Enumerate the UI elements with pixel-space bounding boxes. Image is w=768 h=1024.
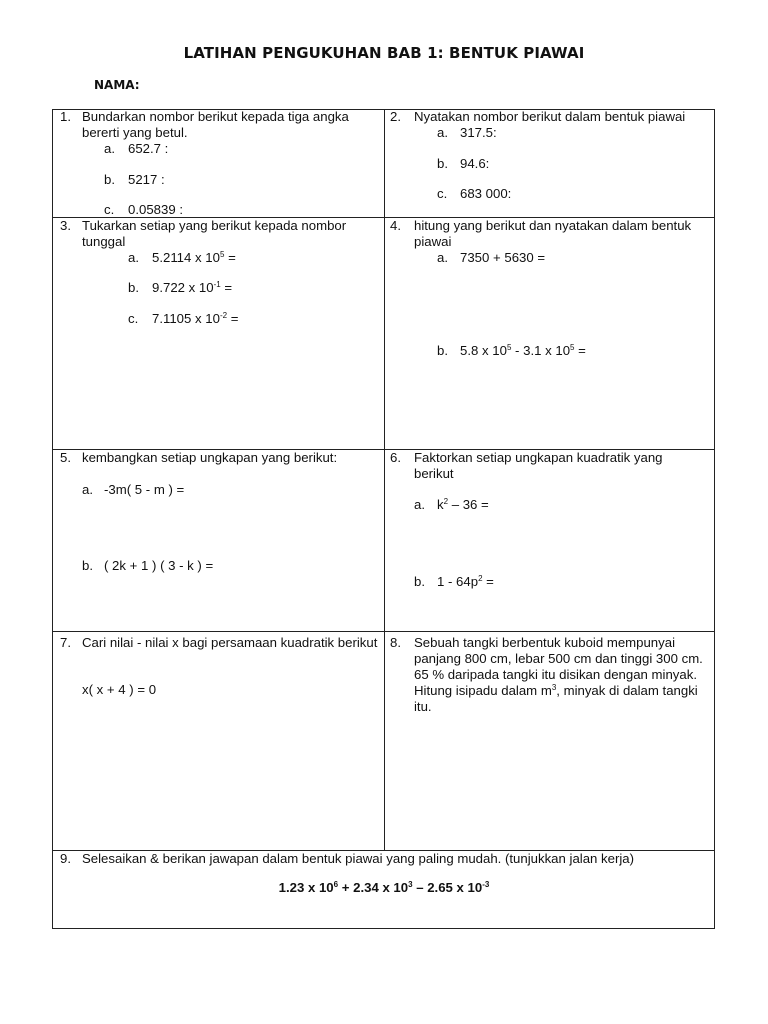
item-exponent: 2	[478, 574, 483, 583]
item-value: -3m( 5 - m ) =	[104, 482, 185, 497]
item-base: 1 - 64p	[437, 574, 479, 589]
item-label: a.	[104, 141, 115, 156]
question-text: Tukarkan setiap yang berikut kepada nombor tunggal	[82, 218, 347, 249]
item-value: 7350 + 5630 =	[460, 250, 546, 265]
item-value	[152, 250, 236, 266]
item-base: 9.722 x 10	[152, 280, 214, 295]
question-text-part: , minyak di dalam tangki itu.	[414, 683, 698, 714]
item-label: a.	[414, 497, 425, 512]
question-text	[414, 635, 706, 715]
question-text: Cari nilai - nilai x bagi persamaan kuadratik berikut	[82, 635, 378, 650]
question-number: 8.	[390, 635, 401, 650]
question-text-part: Sebuah tangki berbentuk kuboid mempunyai panjang 800 cm, lebar 500 cm dan tinggi 300 cm. 65 % daripada tangki itu disikan dengan minyak. Hitung isipadu dalam m	[414, 635, 703, 698]
question-text: kembangkan setiap ungkapan yang berikut:	[82, 450, 338, 465]
item-value	[152, 311, 238, 327]
name-label: NAMA:	[94, 78, 140, 92]
item-value	[437, 497, 489, 513]
question-text: Bundarkan nombor berikut kepada tiga angka bererti yang betul.	[82, 109, 349, 140]
item-base: 7.1105 x 10	[152, 311, 220, 326]
item-label: c.	[128, 311, 139, 326]
question-text: hitung yang berikut dan nyatakan dalam bentuk piawai	[414, 218, 692, 249]
question-text: Nyatakan nombor berikut dalam bentuk piawai	[414, 109, 686, 124]
item-value: 94.6:	[460, 156, 490, 171]
item-part: - 3.1 x 10	[511, 343, 571, 358]
item-label: b.	[128, 280, 139, 295]
equation: x( x + 4 ) = 0	[82, 682, 157, 697]
item-label: b.	[437, 156, 448, 171]
item-exponent: 5	[506, 343, 512, 352]
item-tail: =	[224, 250, 236, 265]
item-tail: =	[227, 311, 239, 326]
expression-exponent: 3	[408, 880, 413, 889]
question-number: 6.	[390, 450, 401, 465]
item-label: c.	[104, 202, 115, 217]
item-label: a.	[437, 250, 448, 265]
item-label: b.	[437, 343, 448, 358]
item-value: 652.7 :	[128, 141, 169, 156]
item-label: b.	[414, 574, 425, 589]
question-number: 9.	[60, 851, 71, 866]
item-exponent: 5	[570, 343, 575, 352]
unit-exponent: 3	[551, 683, 557, 692]
item-exponent: 2	[443, 497, 449, 506]
item-label: b.	[82, 558, 93, 573]
question-text: Faktorkan setiap ungkapan kuadratik yang berikut	[414, 450, 663, 481]
item-label: a.	[128, 250, 139, 265]
expression-part: + 2.34 x 10	[338, 880, 409, 895]
expression	[0, 880, 768, 895]
question-number: 2.	[390, 109, 401, 124]
item-label: b.	[104, 172, 115, 187]
item-base: k	[437, 497, 444, 512]
expression-part: 1.23 x 10	[278, 880, 334, 895]
question-number: 5.	[60, 450, 71, 465]
item-exponent: 5	[219, 250, 225, 259]
item-label: a.	[82, 482, 93, 497]
item-tail: – 36 =	[448, 497, 489, 512]
item-tail: =	[482, 574, 494, 589]
item-value: 5217 :	[128, 172, 165, 187]
item-part: 5.8 x 10	[460, 343, 507, 358]
item-value: 317.5:	[460, 125, 497, 140]
item-value: 683 000:	[460, 186, 512, 201]
item-tail: =	[220, 280, 233, 295]
item-base: 5.2114 x 10	[152, 250, 220, 265]
item-value	[152, 280, 232, 296]
expression-exponent: -3	[482, 880, 490, 889]
expression-exponent: 6	[333, 880, 339, 889]
item-exponent: -1	[213, 280, 221, 289]
question-text: Selesaikan & berikan jawapan dalam bentuk piawai yang paling mudah. (tunjukkan jalan kerja)	[82, 851, 635, 866]
column-divider	[384, 109, 385, 851]
question-number: 7.	[60, 635, 71, 650]
item-label: c.	[437, 186, 448, 201]
item-value: ( 2k + 1 ) ( 3 - k ) =	[104, 558, 214, 573]
item-value	[437, 574, 494, 590]
item-exponent: -2	[219, 311, 228, 320]
worksheet-title: LATIHAN PENGUKUHAN BAB 1: BENTUK PIAWAI	[183, 44, 585, 62]
question-number: 3.	[60, 218, 71, 233]
item-value: 0.05839 :	[128, 202, 183, 217]
row-divider-3	[52, 631, 715, 632]
item-label: a.	[437, 125, 448, 140]
expression-part: – 2.65 x 10	[412, 880, 483, 895]
item-value	[460, 343, 586, 359]
question-number: 1.	[60, 109, 71, 124]
question-number: 4.	[390, 218, 401, 233]
item-tail: =	[574, 343, 586, 358]
